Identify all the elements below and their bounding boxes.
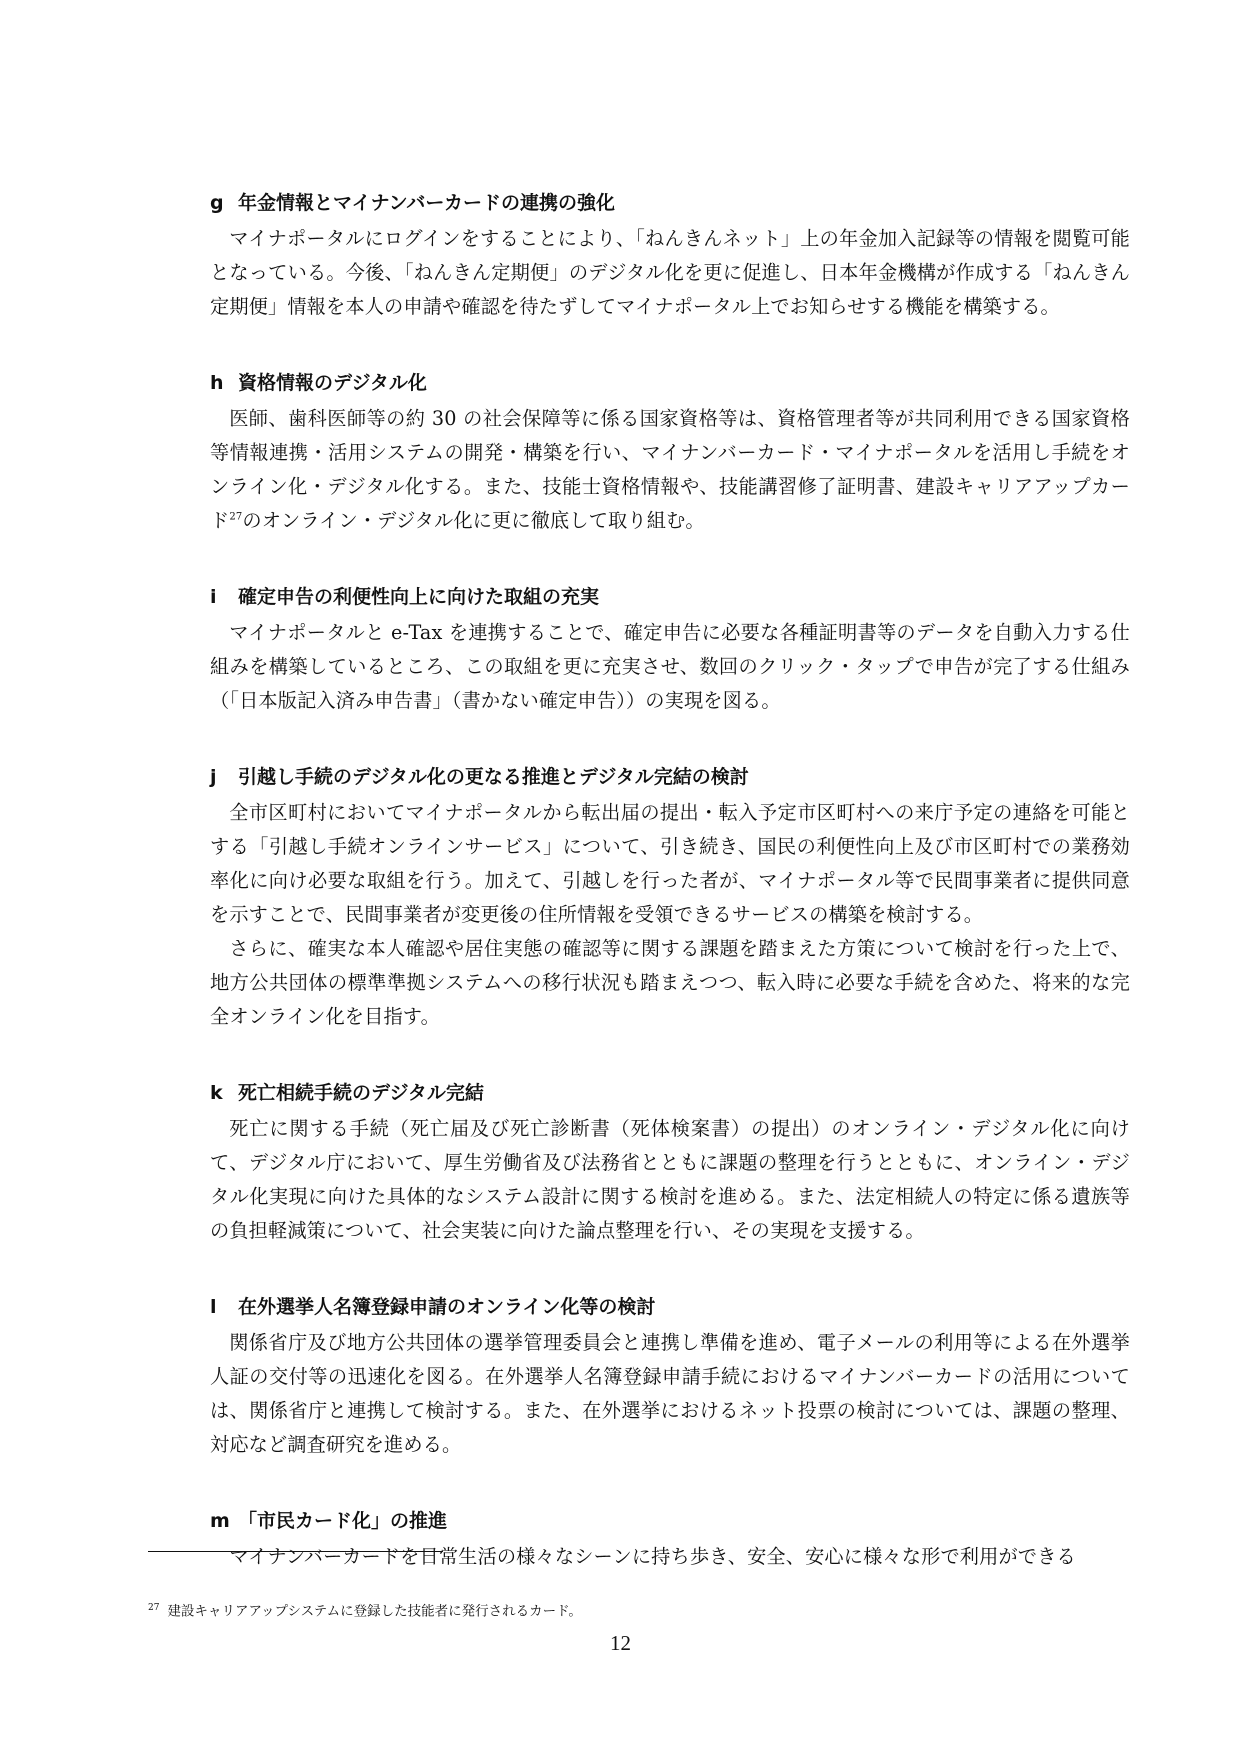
section-marker: j [210, 766, 217, 788]
section-paragraph: 死亡に関する手続（死亡届及び死亡診断書（死体検案書）の提出）のオンライン・デジタル化に向けて、デジタル庁において、厚生労働省及び法務省とともに課題の整理を行うとともに、オンライン・デジタル化実現に向けた具体的なシステム設計に関する検討を進める。また、法定相続人の特定に係る遺族等の負担軽減策について、社会実装に向けた論点整理を行い、その実現を支援する。 [210, 1117, 1130, 1242]
section-heading [210, 762, 1130, 792]
paragraph-text: のオンライン・デジタル化に更に徹底して取り組む。 [242, 509, 705, 532]
section-heading [210, 188, 1130, 218]
section-m [210, 1506, 1130, 1574]
section-paragraph: 全市区町村においてマイナポータルから転出届の提出・転入予定市区町村への来庁予定の連絡を可能とする「引越し手続オンラインサービス」について、引き続き、国民の利便性向上及び市区町村での業務効率化に向け必要な取組を行う。加えて、引越しを行った者が、マイナポータル等で民間事業者に提供同意を示すことで、民間事業者が変更後の住所情報を受領できるサービスの構築を検討する。 [210, 801, 1130, 926]
paragraph-text: 医師、歯科医師等の約 30 の社会保障等に係る国家資格等は、資格管理者等が共同利用できる国家資格等情報連携・活用システムの開発・構築を行い、マイナンバーカード・マイナポータルを活用し手続をオンライン化・デジタル化する。また、技能士資格情報や、技能講習修了証明書、建設キャリアアップカード [210, 407, 1130, 532]
section-heading [210, 582, 1130, 612]
section-paragraph: マイナポータルにログインをすることにより、「ねんきんネット」上の年金加入記録等の情報を閲覧可能となっている。今後、「ねんきん定期便」のデジタル化を更に促進し、日本年金機構が作成する「ねんきん定期便」情報を本人の申請や確認を待たずしてマイナポータル上でお知らせする機能を構築する。 [210, 227, 1130, 318]
section-title: 確定申告の利便性向上に向けた取組の充実 [238, 586, 600, 608]
page-number: 12 [610, 1631, 631, 1655]
section-marker: l [210, 1296, 217, 1318]
footnote-text: 建設キャリアアップシステムに登録した技能者に発行されるカード。 [167, 1603, 582, 1620]
footnote [148, 1598, 582, 1622]
section-title: 年金情報とマイナンバーカードの連携の強化 [238, 192, 615, 214]
section-l [210, 1292, 1130, 1462]
section-title: 引越し手続のデジタル化の更なる推進とデジタル完結の検討 [238, 766, 749, 788]
section-heading [210, 368, 1130, 398]
section-heading [210, 1506, 1130, 1536]
section-h [210, 368, 1130, 538]
section-i [210, 582, 1130, 718]
body-text-area [210, 188, 1130, 1574]
section-title: 資格情報のデジタル化 [238, 372, 427, 394]
section-marker: i [210, 586, 217, 608]
section-paragraph: マイナポータルと e-Tax を連携することで、確定申告に必要な各種証明書等のデータを自動入力する仕組みを構築しているところ、この取組を更に充実させ、数回のクリック・タップで申告が完了する仕組み（「日本版記入済み申告書」（書かない確定申告））の実現を図る。 [210, 621, 1130, 712]
section-k [210, 1078, 1130, 1248]
section-title: 「市民カード化」の推進 [238, 1510, 448, 1532]
section-title: 在外選挙人名簿登録申請のオンライン化等の検討 [238, 1296, 656, 1318]
section-paragraph [210, 402, 1130, 538]
section-heading [210, 1292, 1130, 1322]
footnote-divider [148, 1551, 443, 1552]
section-paragraph: マイナンバーカードを日常生活の様々なシーンに持ち歩き、安全、安心に様々な形で利用ができる [229, 1545, 1076, 1568]
section-g [210, 188, 1130, 324]
section-heading [210, 1078, 1130, 1108]
section-paragraph: さらに、確実な本人確認や居住実態の確認等に関する課題を踏まえた方策について検討を行った上で、地方公共団体の標準準拠システムへの移行状況も踏まえつつ、転入時に必要な手続を含めた、将来的な完全オンライン化を目指す。 [210, 937, 1130, 1028]
footnote-reference[interactable]: 27 [229, 511, 243, 523]
section-marker: m [210, 1510, 230, 1532]
section-j [210, 762, 1130, 1034]
section-marker: k [210, 1082, 223, 1104]
section-paragraph: 関係省庁及び地方公共団体の選挙管理委員会と連携し準備を進め、電子メールの利用等による在外選挙人証の交付等の迅速化を図る。在外選挙人名簿登録申請手続におけるマイナンバーカードの活用については、関係省庁と連携して検討する。また、在外選挙におけるネット投票の検討については、課題の整理、対応など調査研究を進める。 [210, 1331, 1130, 1456]
section-marker: h [210, 372, 224, 394]
section-marker: g [210, 192, 224, 214]
footnote-number: 27 [148, 1603, 160, 1613]
section-title: 死亡相続手続のデジタル完結 [238, 1082, 484, 1104]
